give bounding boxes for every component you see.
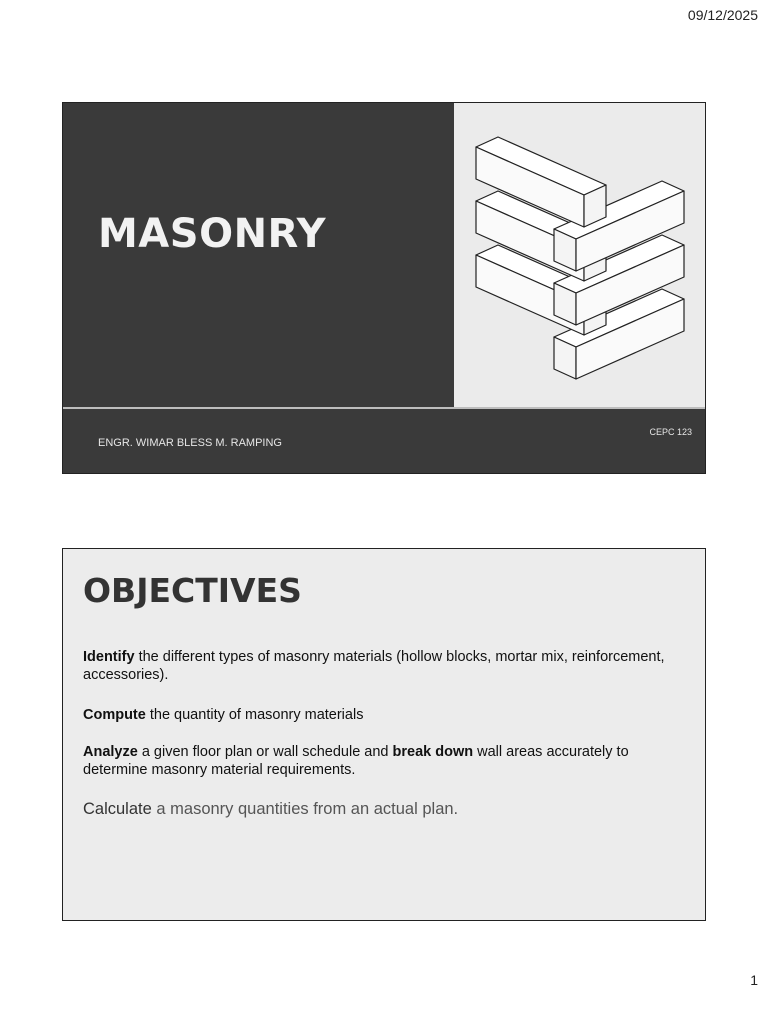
course-code: CEPC 123 [649,427,692,437]
objective-item [83,706,695,724]
objective-lead: Identify [83,649,135,665]
slide-title: MASONRY [98,211,327,257]
stacked-bricks-illustration [454,103,706,407]
objective-text: the quantity of masonry materials [145,707,364,723]
objective-lead: Analyze [83,744,138,760]
objective-item [83,743,695,779]
objective-text: a masonry quantities from an actual plan. [151,800,459,818]
objectives-slide [62,548,706,921]
objective-lead-secondary: break down [392,744,474,760]
header-date: 09/12/2025 [687,7,758,23]
page-number: 1 [750,972,758,988]
objective-lead: Compute [83,707,146,723]
objectives-title: OBJECTIVES [83,571,302,610]
objective-item [83,648,695,684]
objective-item [83,800,695,818]
title-slide [62,102,706,474]
bricks-image-panel [454,103,706,407]
objective-text: the different types of masonry materials (hollow blocks, mortar mix, reinforcement, accessories). [83,649,665,683]
author-name: ENGR. WIMAR BLESS M. RAMPING [98,437,282,449]
objective-lead: Calculate [83,800,152,818]
objective-text: a given floor plan or wall schedule and [137,744,393,760]
objective-text-secondary: wall areas accurately to determine masonry material requirements. [83,744,629,778]
